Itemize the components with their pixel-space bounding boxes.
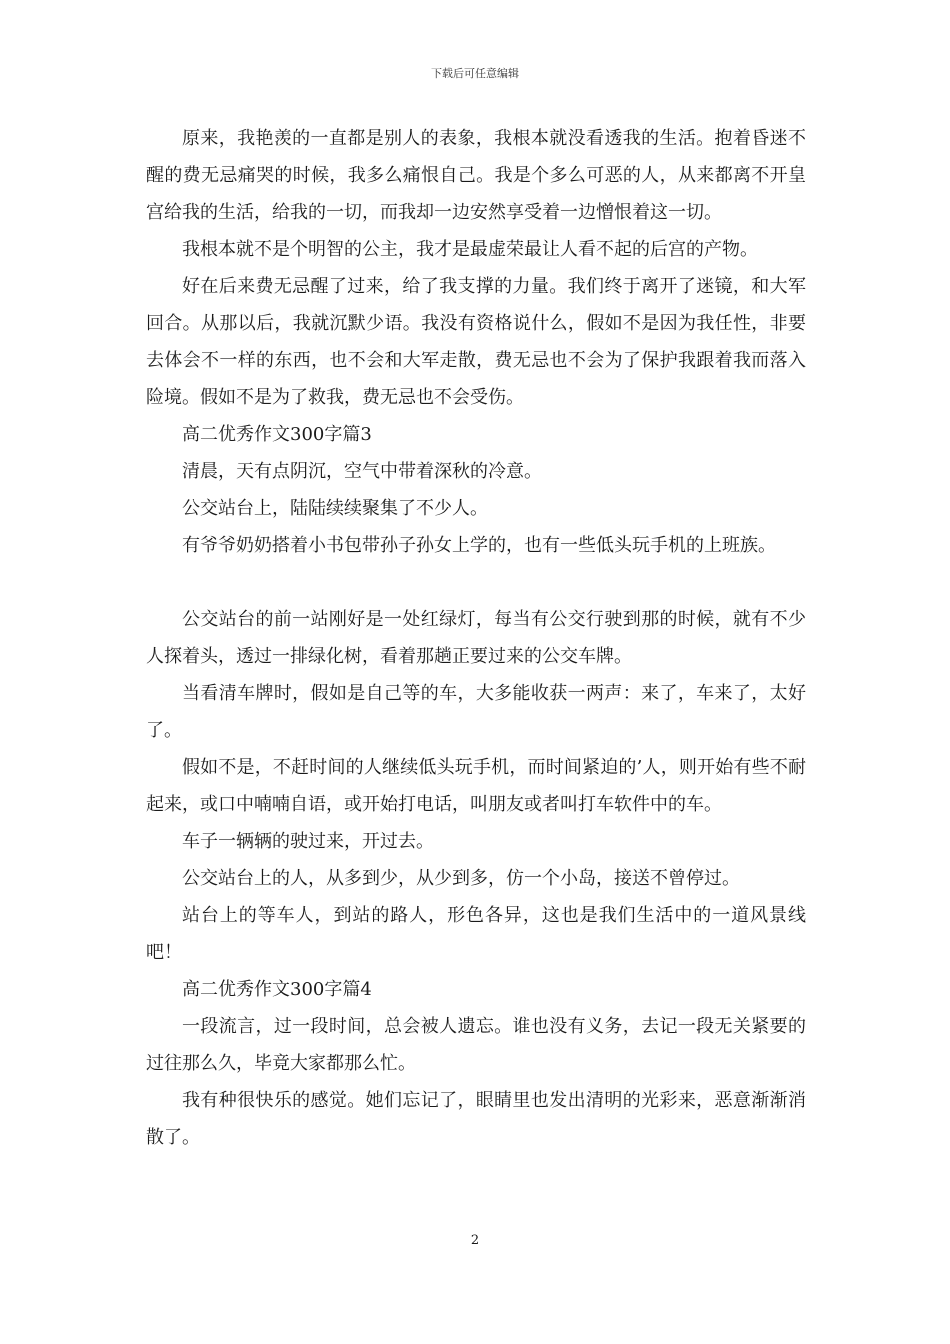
paragraph: 站台上的等车人，到站的路人，形色各异，这也是我们生活中的一道风景线吧！ bbox=[146, 905, 806, 963]
paragraph: 我根本就不是个明智的公主，我才是最虚荣最让人看不起的后宫的产物。 bbox=[182, 239, 758, 260]
paragraph: 好在后来费无忌醒了过来，给了我支撑的力量。我们终于离开了迷镜，和大军回合。从那以后，我就沉默少语。我没有资格说什么，假如不是因为我任性，非要去体会不一样的东西，也不会和大军走散，费无忌也不会为了保护我跟着我而落入险境。假如不是为了救我，费无忌也不会受伤。 bbox=[146, 276, 806, 408]
paragraph: 公交站台上，陆陆续续聚集了不少人。 bbox=[182, 498, 488, 519]
paragraph: 车子一辆辆的驶过来，开过去。 bbox=[182, 831, 434, 852]
paragraph: 清晨，天有点阴沉，空气中带着深秋的冷意。 bbox=[182, 461, 542, 482]
paragraph: 我有种很快乐的感觉。她们忘记了，眼睛里也发出清明的光彩来，恶意渐渐消散了。 bbox=[146, 1090, 806, 1148]
paragraph: 原来，我艳羡的一直都是别人的表象，我根本就没看透我的生活。抱着昏迷不醒的费无忌痛哭的时候，我多么痛恨自己。我是个多么可恶的人，从来都离不开皇宫给我的生活，给我的一切，而我却一边安然享受着一边憎恨着这一切。 bbox=[146, 128, 806, 223]
page-header: 下载后可任意编辑 bbox=[431, 67, 519, 80]
page-number: 2 bbox=[470, 1233, 480, 1248]
section-heading: 高二优秀作文300字篇4 bbox=[182, 979, 372, 1000]
paragraph: 当看清车牌时，假如是自己等的车，大多能收获一两声：来了，车来了，太好了。 bbox=[146, 683, 806, 741]
paragraph: 假如不是，不赶时间的人继续低头玩手机，而时间紧迫的’人，则开始有些不耐起来，或口中喃喃自语，或开始打电话，叫朋友或者叫打车软件中的车。 bbox=[146, 757, 806, 815]
paragraph: 公交站台上的人，从多到少，从少到多，仿一个小岛，接送不曾停过。 bbox=[182, 868, 740, 889]
paragraph: 有爷爷奶奶搭着小书包带孙子孙女上学的，也有一些低头玩手机的上班族。 bbox=[182, 535, 776, 556]
paragraph: 公交站台的前一站刚好是一处红绿灯，每当有公交行驶到那的时候，就有不少人探着头，透过一排绿化树，看着那趟正要过来的公交车牌。 bbox=[146, 609, 806, 667]
paragraph: 一段流言，过一段时间，总会被人遗忘。谁也没有义务，去记一段无关紧要的过往那么久，毕竟大家都那么忙。 bbox=[146, 1016, 806, 1074]
document-body bbox=[146, 120, 806, 1156]
section-heading: 高二优秀作文300字篇3 bbox=[182, 424, 372, 445]
